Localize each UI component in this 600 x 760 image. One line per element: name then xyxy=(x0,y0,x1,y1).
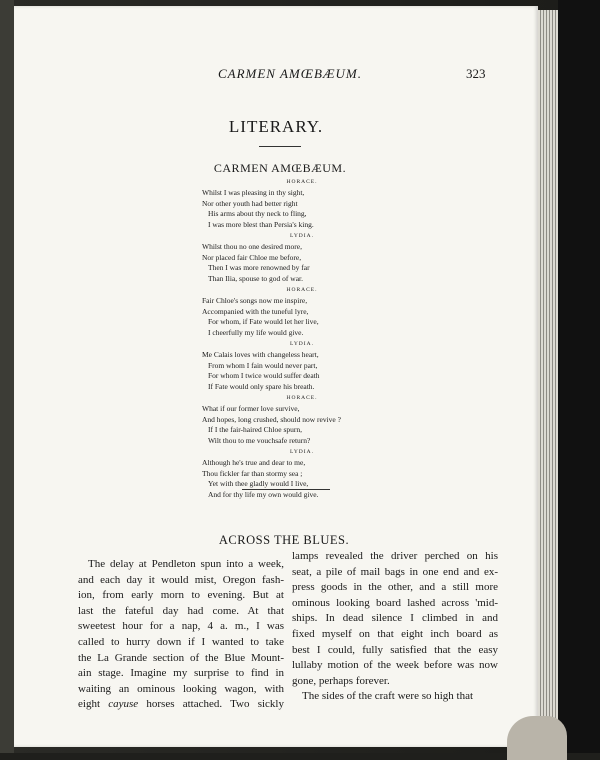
article-line: The delay at Pendleton spun into a week, xyxy=(88,558,284,570)
article-line: ships. In dead silence I climbed in and xyxy=(292,612,498,625)
article-line: fixed myself on that eight inch board as xyxy=(292,627,498,640)
poem-line: Wilt thou to me vouchsafe return? xyxy=(208,436,311,446)
poem-line: Yet with thee gladly would I live, xyxy=(208,479,309,489)
poem-speaker: LYDIA. xyxy=(290,448,314,455)
poem-title: CARMEN AMŒBÆUM. xyxy=(213,161,347,175)
poem-line: And hopes, long crushed, should now revive ? xyxy=(202,414,341,424)
poem-line: Than Ilia, spouse to god of war. xyxy=(208,274,303,284)
article-line: seat, a pile of mail bags in one end and ex- xyxy=(292,565,498,578)
article-line: press goods in the other, and a still more xyxy=(292,581,498,594)
article-line: and each day it would mist, Oregon fash- xyxy=(78,573,284,586)
section-title: LITERARY. xyxy=(228,117,324,136)
poem-line: If Fate would only spare his breath. xyxy=(208,382,315,392)
poem-line: For whom, if Fate would let her live, xyxy=(208,317,319,327)
article-line: waiting an ominous looking wagon, with xyxy=(78,682,284,695)
running-title: CARMEN AMŒBÆUM. xyxy=(217,66,363,81)
poem-line: What if our former love survive, xyxy=(202,403,300,413)
poem-speaker: LYDIA. xyxy=(290,232,314,239)
poem-line: I was more blest than Persia's king. xyxy=(208,220,314,230)
title-rule xyxy=(259,146,301,147)
article-line: ominous looking board lashed across 'mid- xyxy=(292,596,498,609)
poem-speaker: LYDIA. xyxy=(290,340,314,347)
poem-line: Accompanied with the tuneful lyre, xyxy=(202,306,309,316)
article-line: ion, from early morn to evening. But at xyxy=(78,589,284,602)
poem-line: His arms about thy neck to fling, xyxy=(208,209,307,219)
article-line: lamps revealed the driver perched on his xyxy=(292,550,498,562)
article-line: sweetest hour for a nap, 4 a. m., I was xyxy=(78,620,284,633)
poem-line: Although he's true and dear to me, xyxy=(202,457,306,467)
article-line: last the fateful day had come. At that xyxy=(78,604,284,617)
page-number: 323 xyxy=(466,66,486,81)
article-line: called to hurry down if I wanted to take xyxy=(78,635,284,648)
poem-speaker: HORACE. xyxy=(286,394,318,401)
article-line: the La Grande section of the Blue Mount- xyxy=(78,651,284,664)
poem-line: I cheerfully my life would give. xyxy=(208,328,304,338)
article-column-right xyxy=(292,549,498,705)
poem-body xyxy=(202,177,402,501)
article-line: lullaby motion of the week before was now xyxy=(292,659,498,672)
article-line: eight cayuse horses attached. Two sickly xyxy=(78,698,284,711)
poem-line: If I the fair-haired Chloe spurn, xyxy=(208,425,302,435)
poem-speaker: HORACE. xyxy=(286,286,318,293)
article-title: ACROSS THE BLUES. xyxy=(218,533,350,547)
poem-line: Nor placed fair Chloe me before, xyxy=(202,252,302,262)
book-cover-edge xyxy=(558,0,600,753)
article-line: best I could, fully satisfied that the easy xyxy=(292,643,498,656)
poem-line: From whom I fain would never part, xyxy=(208,360,318,370)
section-divider xyxy=(242,489,330,490)
poem-line: Fair Chloe's songs now me inspire, xyxy=(202,295,308,305)
article-line: ain stage. Imagine my surprise to find in xyxy=(78,667,284,680)
poem-speaker: HORACE. xyxy=(286,179,318,185)
article-column-left xyxy=(78,557,284,713)
thumb xyxy=(507,716,567,760)
article-line: The sides of the craft were so high that xyxy=(302,690,474,703)
poem-line: Thou fickler far than stormy sea ; xyxy=(202,468,303,478)
poem-line: Then I was more renowned by far xyxy=(208,263,310,273)
book-left-edge xyxy=(0,0,14,753)
poem-line: And for thy life my own would give. xyxy=(208,490,319,500)
article-line: gone, perhaps forever. xyxy=(292,674,390,687)
poem-line: For whom I twice would suffer death xyxy=(208,371,320,381)
poem-line: Whilst I was pleasing in thy sight, xyxy=(202,187,305,197)
poem-line: Me Calais loves with changeless heart, xyxy=(202,349,319,359)
poem-line: Whilst thou no one desired more, xyxy=(202,241,302,251)
poem-line: Nor other youth had better right xyxy=(202,198,298,208)
